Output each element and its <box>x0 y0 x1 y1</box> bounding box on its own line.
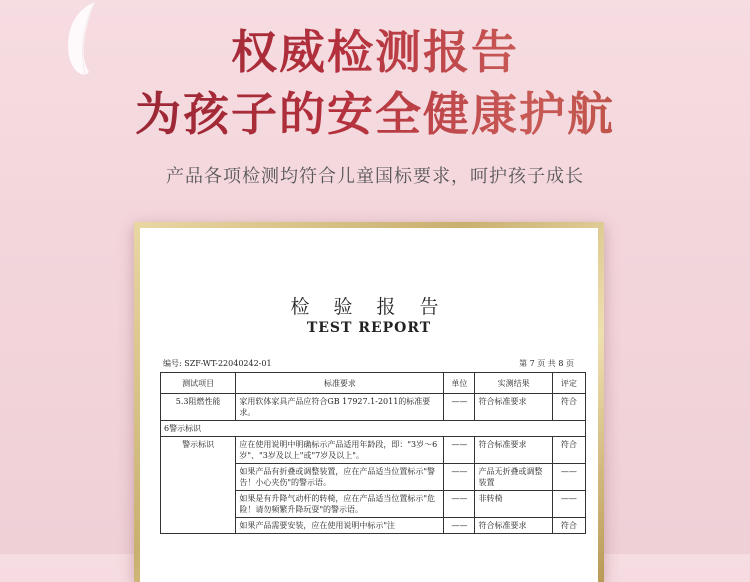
header-item: 测试项目 <box>161 373 236 394</box>
cell-section: 6警示标识 <box>161 421 586 437</box>
cell-requirement: 如果是有升降气动杆的转椅，应在产品适当位置标示"危险！请勿频繁升降玩耍"的警示语。 <box>236 491 444 518</box>
header-requirement: 标准要求 <box>236 373 444 394</box>
cell-requirement: 如果产品有折叠或调整装置，应在产品适当位置标示"警告！小心夹伤"的警示语。 <box>236 464 444 491</box>
report-doc-number: 编号: SZF-WT-22040242-01 <box>163 359 272 368</box>
table-row <box>161 437 586 464</box>
table-section-row <box>161 421 586 437</box>
report-title-cn: 检 验 报 告 <box>290 296 448 318</box>
cell-unit: —— <box>444 394 475 421</box>
report-page-number: 第 7 页 共 8 页 <box>519 359 574 368</box>
report-table <box>160 372 586 534</box>
report-title-en: TEST REPORT <box>306 320 432 336</box>
table-header-row <box>161 373 586 394</box>
headline-line-2: 为孩子的安全健康护航 <box>0 86 750 142</box>
table-row <box>161 394 586 421</box>
report-paper <box>140 228 598 582</box>
cell-requirement: 应在使用说明中明确标示产品适用年龄段，即："3岁～6岁"、"3岁及以上"或"7岁及以上"。 <box>236 437 444 464</box>
report-frame <box>134 222 604 582</box>
cell-result: 符合标准要求 <box>475 394 552 421</box>
cell-unit: —— <box>444 491 475 518</box>
cell-result: 符合标准要求 <box>475 518 552 534</box>
cell-item: 5.3阻燃性能 <box>161 394 236 421</box>
cell-item: 警示标识 <box>161 437 236 534</box>
cell-grade: 符合 <box>552 518 585 534</box>
header-unit: 单位 <box>444 373 475 394</box>
cell-grade: —— <box>552 464 585 491</box>
cell-unit: —— <box>444 437 475 464</box>
subtitle: 产品各项检测均符合儿童国标要求，呵护孩子成长 <box>166 166 584 187</box>
cell-grade: 符合 <box>552 437 585 464</box>
cell-requirement: 家用软体家具产品应符合GB 17927.1-2011的标准要求。 <box>236 394 444 421</box>
cell-unit: —— <box>444 464 475 491</box>
cell-requirement: 如果产品需要安装，应在使用说明中标示"注 <box>236 518 444 534</box>
cell-result: 符合标准要求 <box>475 437 552 464</box>
cell-grade: —— <box>552 491 585 518</box>
cell-result: 产品无折叠或调整装置 <box>475 464 552 491</box>
header-result: 实测结果 <box>475 373 552 394</box>
cell-grade: 符合 <box>552 394 585 421</box>
header-grade: 评定 <box>552 373 585 394</box>
cell-result: 非转椅 <box>475 491 552 518</box>
headline-line-1: 权威检测报告 <box>0 24 750 80</box>
cell-unit: —— <box>444 518 475 534</box>
